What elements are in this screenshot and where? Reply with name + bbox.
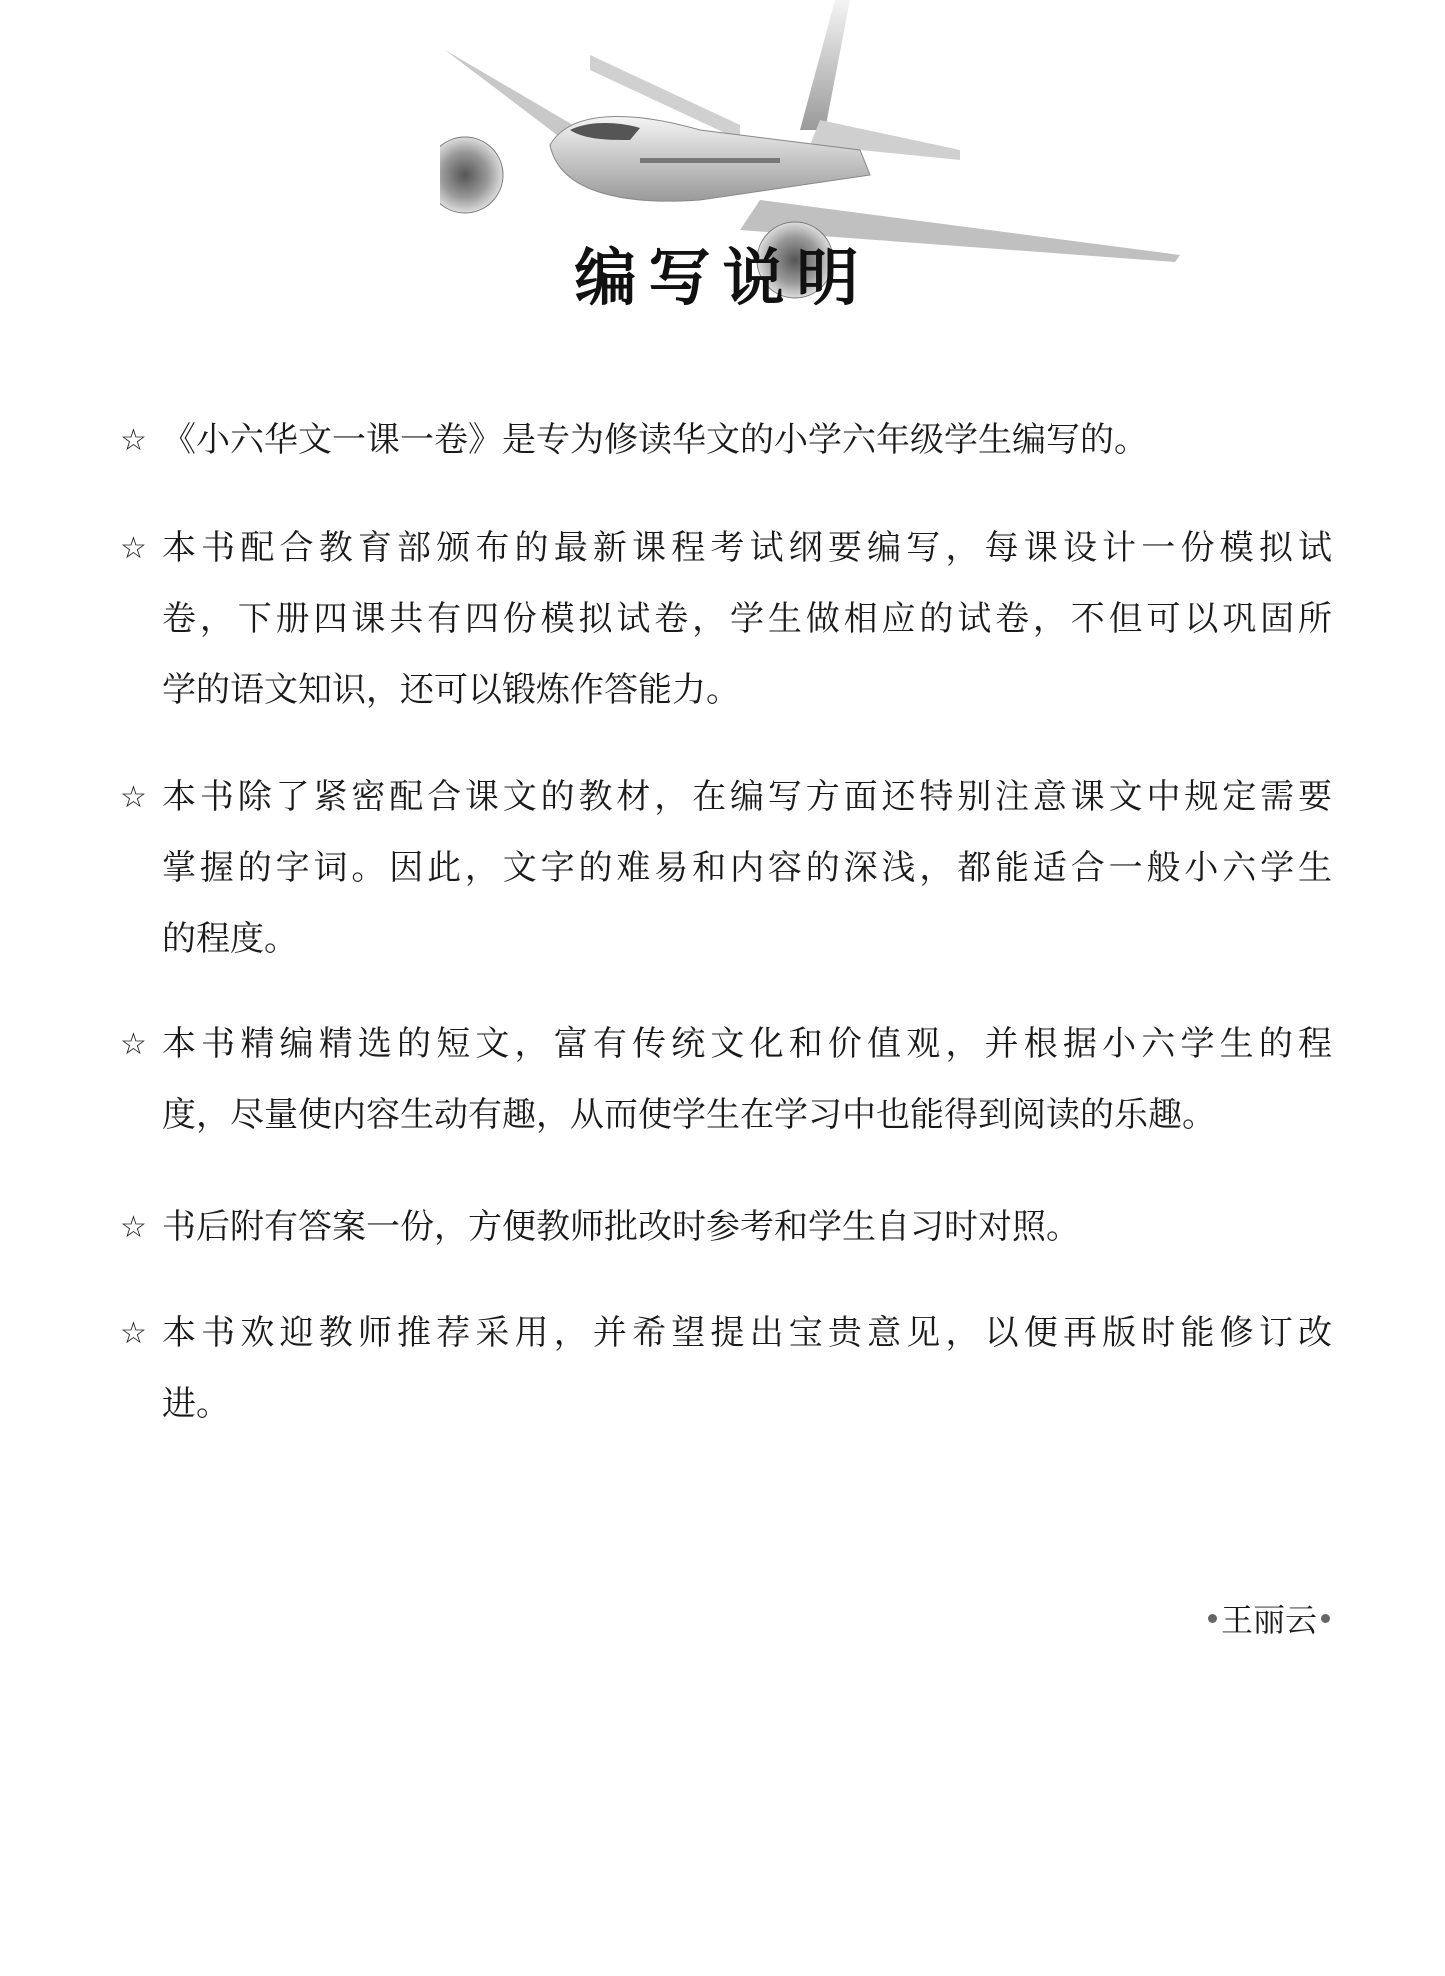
- bullet-paragraph: [120, 762, 1332, 975]
- paragraph-line: [120, 655, 1332, 726]
- paragraph-line: [120, 1192, 1332, 1263]
- author-name: 王丽云: [1220, 1601, 1317, 1639]
- bullet-paragraph: [120, 1298, 1332, 1440]
- line-text: 书后附有答案一份，方便教师批改时参考和学生自习时对照。: [162, 1207, 1080, 1247]
- paragraph-line: [120, 1009, 1332, 1080]
- paragraph-line: [120, 513, 1332, 584]
- paragraph-line: [120, 405, 1332, 476]
- bullet-dot-icon: [1321, 1614, 1330, 1623]
- star-outline-icon: ☆: [120, 1210, 147, 1245]
- star-outline-icon: ☆: [120, 531, 147, 566]
- line-text: 进。: [162, 1384, 230, 1424]
- line-text: 本书配合教育部颁布的最新课程考试纲要编写，每课设计一份模拟试: [162, 528, 1332, 568]
- line-text: 《小六华文一课一卷》是专为修读华文的小学六年级学生编写的。: [162, 420, 1148, 460]
- line-text: 度，尽量使内容生动有趣，从而使学生在学习中也能得到阅读的乐趣。: [162, 1095, 1216, 1135]
- line-text: 本书精编精选的短文，富有传统文化和价值观，并根据小六学生的程: [162, 1024, 1332, 1064]
- line-text: 本书欢迎教师推荐采用，并希望提出宝贵意见，以便再版时能修订改: [162, 1313, 1332, 1353]
- line-text: 卷，下册四课共有四份模拟试卷，学生做相应的试卷，不但可以巩固所: [162, 599, 1332, 639]
- paragraph-line: [120, 833, 1332, 904]
- paragraph-line: [120, 1080, 1332, 1151]
- bullet-paragraph: [120, 405, 1332, 476]
- line-text: 本书除了紧密配合课文的教材，在编写方面还特别注意课文中规定需要: [162, 777, 1332, 817]
- star-outline-icon: ☆: [120, 1027, 147, 1062]
- author-signature: [1208, 1595, 1330, 1641]
- star-outline-icon: ☆: [120, 780, 147, 815]
- paragraph-line: [120, 584, 1332, 655]
- paragraph-line: [120, 1298, 1332, 1369]
- star-outline-icon: ☆: [120, 1316, 147, 1351]
- bullet-dot-icon: [1208, 1614, 1217, 1623]
- line-text: 掌握的字词。因此，文字的难易和内容的深浅，都能适合一般小六学生: [162, 848, 1332, 888]
- paragraph-line: [120, 762, 1332, 833]
- bullet-paragraph: [120, 1009, 1332, 1151]
- bullet-paragraph: [120, 1192, 1332, 1263]
- line-text: 学的语文知识，还可以锻炼作答能力。: [162, 670, 740, 710]
- line-text: 的程度。: [162, 919, 298, 959]
- page-title: 编写说明: [574, 241, 871, 314]
- star-outline-icon: ☆: [120, 423, 147, 458]
- bullet-paragraph: [120, 513, 1332, 726]
- paragraph-line: [120, 904, 1332, 975]
- paragraph-line: [120, 1369, 1332, 1440]
